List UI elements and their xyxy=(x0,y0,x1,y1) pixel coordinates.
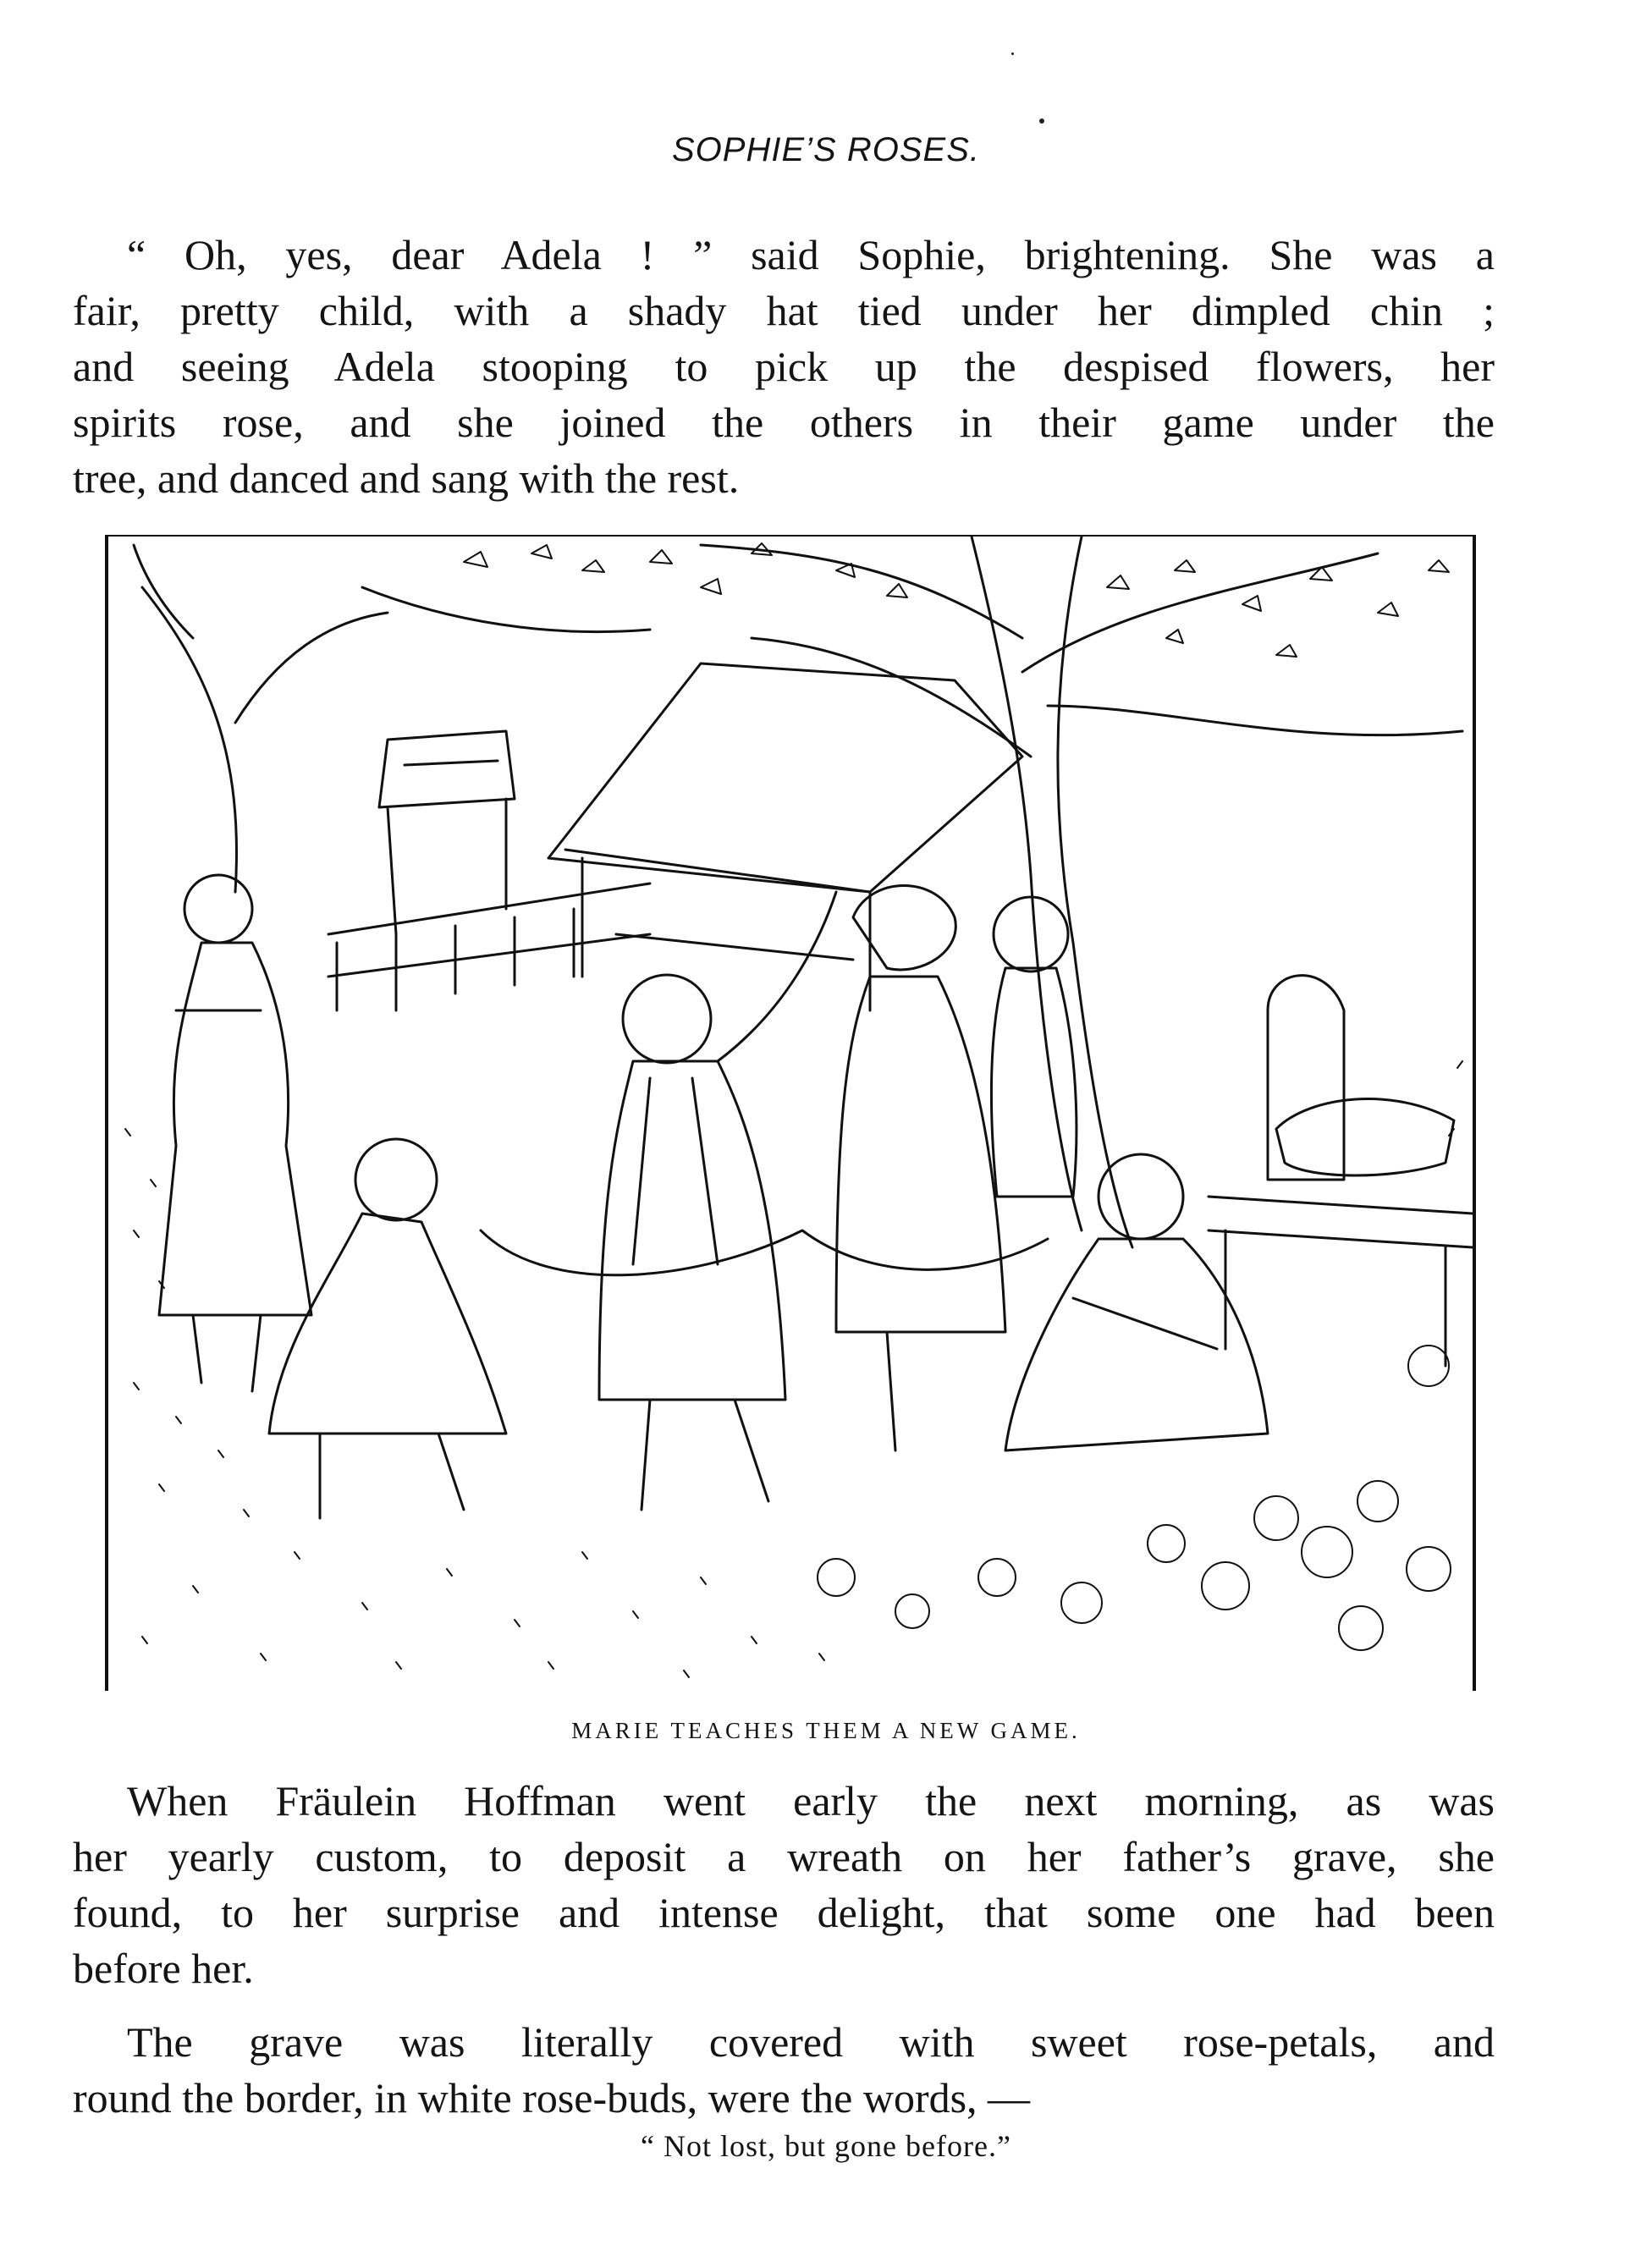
epigraph-quote: “ Not lost, but gone before.” xyxy=(641,2129,1011,2163)
bench xyxy=(1209,1197,1473,1366)
shed xyxy=(379,731,515,934)
figure-girl-braids xyxy=(599,892,836,1510)
text-line: spirits rose, and she joined the others in their game under the xyxy=(73,399,1495,446)
fence xyxy=(328,883,650,1010)
text-line: before her. xyxy=(73,1945,254,1992)
illustration-drawing xyxy=(108,537,1473,1691)
rose-bushes xyxy=(818,1346,1451,1650)
text-line: her yearly custom, to deposit a wreath on her father’s grave, she xyxy=(73,1833,1495,1880)
text-line: “ Oh, yes, dear Adela ! ” said Sophie, brightening. She was a xyxy=(127,231,1495,278)
text-line: When Fräulein Hoffman went early the next morning, as was xyxy=(127,1777,1495,1824)
paragraph-1 xyxy=(73,227,1495,506)
foliage xyxy=(464,543,1449,657)
text-line: and seeing Adela stooping to pick up the despised flowers, her xyxy=(73,343,1495,390)
figure-girl-bonnet xyxy=(836,886,1005,1451)
text-line: fair, pretty child, with a shady hat tied under her dimpled chin ; xyxy=(73,287,1495,334)
held-skirt-line xyxy=(481,1230,1048,1275)
running-head: SOPHIE’S ROSES. xyxy=(672,131,980,168)
paragraph-2 xyxy=(73,1773,1495,1996)
flower-basket xyxy=(1276,1099,1454,1175)
text-line: round the border, in white rose-buds, were the words, — xyxy=(73,2074,1031,2122)
tree-branch xyxy=(134,545,650,892)
ink-speck xyxy=(1039,118,1044,124)
ink-speck xyxy=(1011,52,1014,55)
text-line: tree, and danced and sang with the rest. xyxy=(73,454,740,502)
figure-child-polka-dot xyxy=(269,1139,506,1518)
paragraph-3 xyxy=(73,2014,1495,2126)
figure-caption: MARIE TEACHES THEM A NEW GAME. xyxy=(571,1718,1081,1743)
figure-woman-left xyxy=(159,875,311,1391)
barn-roof xyxy=(548,663,1022,892)
text-line: found, to her surprise and intense delight, that some one had been xyxy=(73,1889,1495,1936)
text-line: The grave was literally covered with sweet rose-petals, and xyxy=(127,2018,1495,2066)
barn-wall xyxy=(582,858,870,1010)
tree-trunk xyxy=(972,537,1132,1247)
ground-stipple xyxy=(125,1061,1462,1677)
tree-branch xyxy=(701,545,1462,757)
illustration-children-game xyxy=(105,535,1476,1691)
gravestone xyxy=(1268,976,1344,1180)
